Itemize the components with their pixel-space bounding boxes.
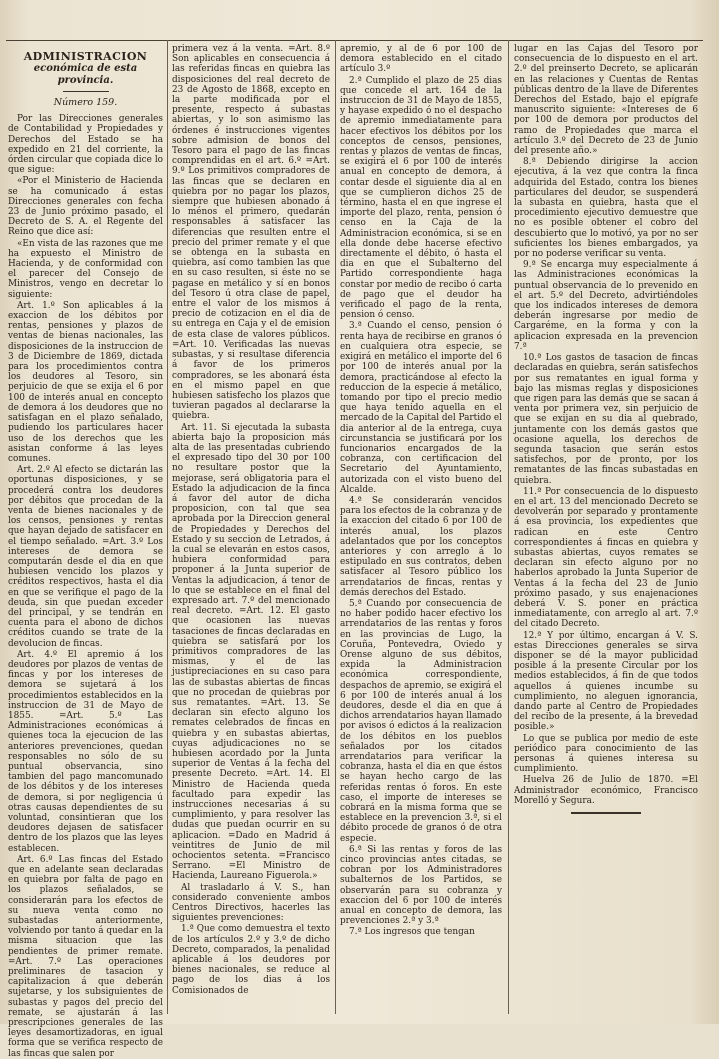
paragraph: Lo que se publica por medio de este periódico para conocimiento de las personas á quienes interesa su cumplimiento. — [514, 733, 698, 775]
paragraph: 5.ª Cuando por consecuencia de no haber podido hacer efectivo los arrendatarios de las rentas y foros en las provincias de Lugo, la Coruña, Pontevedra, Oviedo y Orense alguno de sus débitos, expida la Administracion económica correspondiente, despachos de apremio, se exigirá el 6 por 100 de interés anual á los deudores, desde el dia en que á dichos arrendatarios hayan llamado por avisos ó edictos á la realizacion de los débitos en los pueblos señalados por los citados arrendatarios para verificar la cobranza, hasta el dia en que éstos se hayan hecho cargo de las referidas rentas ó foros. En este caso, el importe de intereses se cobrará en la misma forma que se establece en la prevencion 3.ª, si el débito procede de granos ó de otra especie. — [340, 598, 502, 844]
paragraph: Por las Direcciones generales de Contabilidad y Propiedades y Derechos del Estado se ha expedido en 21 del corriente, la órden circular que copiada dice lo que sigue: — [8, 114, 163, 176]
paragraph: 1.ª Que como demuestra el texto de los artículos 2.º y 3.º de dicho Decreto, comparados, la penalidad aplicable á los deudores por bienes nacionales, se reduce al pago de los dias á los Comisionados de — [172, 924, 330, 996]
signature: Huelva 26 de Julio de 1870. =El Administrador económico, Francisco Morelló y Segura. — [514, 775, 698, 806]
column-4 — [514, 44, 698, 1016]
paragraph: 4.ª Se considerarán vencidos para los efectos de la cobranza y de la exaccion del citado 6 por 100 de interés anual, los plazos adelantados que por los conceptos anteriores y con arreglo á lo estipulado en sus contratos, deben satisfacer al Tesoro público los arrendatarios de fincas, rentas y demás derechos del Estado. — [340, 495, 502, 598]
closing-rule — [571, 812, 641, 814]
paragraph: Art. 2.º Al efecto se dictarán las oportunas disposiciones, y se procederá contra los deudores por débitos que procedan de la venta de bienes nacionales y de los censos, pensiones y rentas que hayan dejado de satisfacer en el tiempo señalado. =Art. 3.º Los intereses de demora se computarán desde el dia en que hubiesen vencido los plazos y créditos respectivos, hasta el dia en que se verifique el pago de la deuda, sin que puedan exceder del principal, y se tendrán en cuenta para el abono de dichos créditos cuando se trate de la devolucion de fincas. — [8, 465, 163, 649]
paragraph: «En vista de las razones que me ha expuesto el Ministro de Hacienda, y de conformidad con el parecer del Consejo de Ministros, vengo en decretar lo siguiente: — [8, 238, 163, 300]
column-1 — [8, 44, 163, 1059]
paragraph: 11.ª Por consecuencia de lo dispuesto en el art. 13 del mencionado Decreto se devolverán por separado y prontamente á esa provincia, los expedientes que radican en este Centro correspondientes á fincas en quiebra y subastas abiertas, cuyos remates se declaran sin efecto alguno por no haberlos aprobado la Junta Superior de Ventas á la fecha del 23 de Junio próximo pasado, y sus enajenaciones deberá V. S. poner en práctica inmediatamente, con arreglo al art. 7.º del citado Decreto. — [514, 486, 698, 630]
column-3 — [340, 44, 502, 1016]
paragraph: 6.ª Si las rentas y foros de las cinco provincias antes citadas, se cobran por los Administradores subalternos de los Partidos, se observarán para su cobranza y exaccion del 6 por 100 de interés anual en concepto de demora, las prevenciones 2.ª y 3.ª — [340, 844, 502, 927]
section-heading: ADMINISTRACION — [23, 50, 148, 63]
column-divider — [167, 40, 168, 1014]
top-rule — [6, 40, 703, 41]
column-divider — [508, 40, 509, 1014]
heading-rule — [63, 91, 109, 92]
paragraph: Al trasladarlo á V. S., han considerado conveniente ambos Centros Directivos, hacerles las siguientes prevenciones: — [172, 882, 330, 924]
paragraph: Art. 11. Si ejecutada la subasta abierta bajo la proposicion más alta de las presentadas cubriendo el expresado tipo del 30 por 100 no resultare postor que la mejorase, será obligatoria para el Estado la adjudicacion de la finca á favor del autor de dicha proposicion, con tal que sea aprobada por la Direccion general de Propiedades y Derechos del Estado y su seccion de Letrados, á la cual se elevarán en estos casos, hubiera conformidad para proponer á la Junta superior de Ventas la adjudicacion, á tenor de lo que se establece en el final del expresado art. 7.º del mencionado real decreto. =Art. 12. El gasto que ocasionen las nuevas tasaciones de fincas declaradas en quiebra se satisfará por los primitivos compradores de las mismas, y el de las justipreciaciones en su caso para las de subastas abiertas de fincas que no procedan de quiebras por sus rematantes. =Art. 13. Se declaran sin efecto alguno los remates celebrados de fincas en quiebra y en subastas abiertas, cuyas adjudicaciones no se hubiesen acordado por la Junta superior de Ventas á la fecha del presente Decreto. =Art. 14. El Ministro de Hacienda queda facultado para expedir las instrucciones necesarias á su cumplimiento, y para resolver las dudas que puedan ocurrir en su aplicacion. =Dado en Madrid á veintitres de Junio de mil ochocientos setenta. =Francisco Serrano. =El Ministro de Hacienda, Laureano Figuerola.» — [172, 422, 330, 882]
paragraph: 12.ª Y por último, encargan á V. S. estas Direcciones generales se sirva disponer se dé la mayor publicidad posible á la presente Circular por los medios establecidos, á fin de que todos aquellos á quienes incumbe su cumplimiento, no aleguen ignorancia, dando parte al Centro de Propiedades del recibo de la presente, á la brevedad posible.» — [514, 630, 698, 733]
paragraph: 10.ª Los gastos de tasacion de fincas declaradas en quiebra, serán satisfechos por sus rematantes en igual forma y bajo las mismas reglas y disposiciones que rigen para las demás que se sacan á venta por primera vez, sin perjuicio de que se exijan en su dia al quebrado, juntamente con los demás gastos que ocasione aquella, los derechos de segunda tasacion que serán estos satisfechos, por de pronto, por los rematantes de las fincas subastadas en quiebra. — [514, 353, 698, 486]
paragraph: 3.ª Cuando el censo, pension ó renta haya de recibirse en granos ó en cualquiera otra especie, se exigirá en metálico el importe del 6 por 100 de interés anual por la demora, practicándose al efecto la reduccion de la especie á metálico, tomando por tipo el precio medio que haya tenido aquella en el mercado de la Capital del Partido el dia anterior al de la entrega, cuya circunstancia se justificará por los funcionarios encargados de la cobranza, con certificacion del Secretario del Ayuntamiento, autorizada con el visto bueno del Alcalde. — [340, 321, 502, 495]
column-divider — [335, 40, 336, 1014]
paragraph: primera vez á la venta. =Art. 8.º Son aplicables en consecuencia á las referidas fincas en quiebra las disposiciones del real decreto de 23 de Agosto de 1868, excepto en la parte modificada por el presente, respecto á subastas abiertas, y lo son asimismo las órdenes é instrucciones vigentes sobre admision de bonos del Tesoro para el pago de las fincas comprendidas en el art. 6.º =Art. 9.º Los primitivos compradores de las fincas que se declaren en quiebra por no pagar los plazos, siempre que hubiesen abonado á lo ménos el primero, quedarán responsables á satisfacer las diferencias que resulten entre el precio del primer remate y el que se obtenga en la subasta en quiebra, así como tambien las que en su caso resulten, si éste no se pagase en metálico y sí en bonos del Tesoro ú otra clase de papel, entre el valor de los mismos á precio de cotizacion en el dia de su entrega en Caja y el de emision de esta clase de valores públicos. =Art. 10. Verificadas las nuevas subastas, y si resultase diferencia á favor de los primeros compradores, se les abonará ésta en el mismo papel en que hubiesen satisfecho los plazos que tuvieran pagados al declararse la quiebra. — [172, 44, 330, 422]
paragraph: 2.ª Cumplido el plazo de 25 dias que concede el art. 164 de la instruccion de 31 de Mayo de 1855, y hayase expedido ó no el despacho de apremio inmediatamente para hacer efectivos los débitos por los conceptos de censos, pensiones, rentas y plazos de ventas de fincas, se exigirá el 6 por 100 de interés anual en concepto de demora, á contar desde el siguiente dia al en que se cumplieron dichos 25 de término, hasta el en que ingrese el importe del plazo, renta, pension ó censo en la Caja de la Administracion económica, si se en ella donde debe hacerse efectivo directamente el débito, ó hasta el dia en que el Subalterno del Partido correspondiente haga constar por medio de recibo ó carta de pago que el deudor ha verificado el pago de la renta, pension ó censo. — [340, 75, 502, 321]
notice-number: Número 159. — [53, 97, 118, 108]
paragraph: 9.ª Se encarga muy especialmente á las Administraciones económicas la puntual observancia de lo prevenido en el art. 5.º del Decreto, advirtiéndoles que los indicados intereses de demora deberán ingresarse por medio de Cargaréme, en la forma y con la aplicacion expresada en la prevencion 7.ª — [514, 260, 698, 352]
column-2 — [172, 44, 330, 1016]
paragraph: Art. 4.º El apremio á los deudores por plazos de ventas de fincas y por los intereses de demora se sujetará á los procedimientos establecidos en la instruccion de 31 de Mayo de 1855. =Art. 5.º Las Administraciones económicas á quienes toca la ejecucion de las anteriores prevenciones, quedan responsables no sólo de su puntual observancia, sino tambien del pago mancomunado de los débitos y de los intereses de demora, si por negligencia ú otras causas dependientes de su voluntad, consintieran que los deudores dejasen de satisfacer dentro de los plazos que las leyes establecen. — [8, 649, 163, 854]
paragraph: 7.ª Los ingresos que tengan — [349, 927, 475, 938]
paragraph: «Por el Ministerio de Hacienda se ha comunicado á estas Direcciones generales con fecha 23 de Junio próximo pasado, el Decreto de S. A. el Regente del Reino que dice así: — [8, 176, 163, 238]
paragraph: apremio, y al de 6 por 100 de demora establecido en el citado artículo 3.º — [340, 44, 502, 75]
paragraph: Art. 6.º Las fincas del Estado que en adelante sean declaradas en quiebra por falta de pago en los plazos señalados, se considerarán para los efectos de su nueva venta como no subastadas anteriormente, volviendo por tanto á quedar en la misma situacion que las pendientes de primer remate. =Art. 7.º Las operaciones preliminares de tasacion y capitalizacion á que deberán sujetarse, y los subsiguientes de subastas y pagos del precio del remate, se ajustarán á las prescripciones generales de las leyes desamortizadoras, en igual forma que se verifica respecto de las fincas que salen por — [8, 854, 163, 1059]
paragraph: lugar en las Cajas del Tesoro por consecuencia de lo dispuesto en el art. 2.º del preinserto Decreto, se aplicarán en las relaciones y Cuentas de Rentas públicas dentro de la llave de Diferentes Derechos del Estado, bajo el epígrafe manuscrito siguiente: «Intereses de 6 por 100 de demora por productos del ramo de Propiedades que marca el artículo 3.º del Decreto de 23 de Junio del presente año.» — [514, 44, 698, 157]
paragraph: Art. 1.º Son aplicables á la exaccion de los débitos por rentas, pensiones y plazos de ventas de bienas nacionales, las disposiciones de la instruccion de 3 de Diciembre de 1869, dictada para los procedimientos contra los deudores al Tesoro, sin perjuicio de que se exija el 6 por 100 de interés anual en concepto de demora á los deudores que no satisfagan en el plazo señalado, pudiendo los particulares hacer uso de los derechos que les asistan conforme á las leyes comunes. — [8, 300, 163, 464]
paragraph: 8.ª Debiendo dirigirse la accion ejecutiva, á la vez que contra la finca adquirida del Estado, contra los bienes particulares del deudor, se suspenderá la subasta en quiebra, hasta que el procedimiento ejecutivo demuestre que no es posible obtener el cobro del descubierto que lo motivó, ya por no ser suficientes los bienes embargados, ya por no poderse verificar su venta. — [514, 157, 698, 260]
section-subheading: económica de esta provincia. — [33, 63, 138, 86]
